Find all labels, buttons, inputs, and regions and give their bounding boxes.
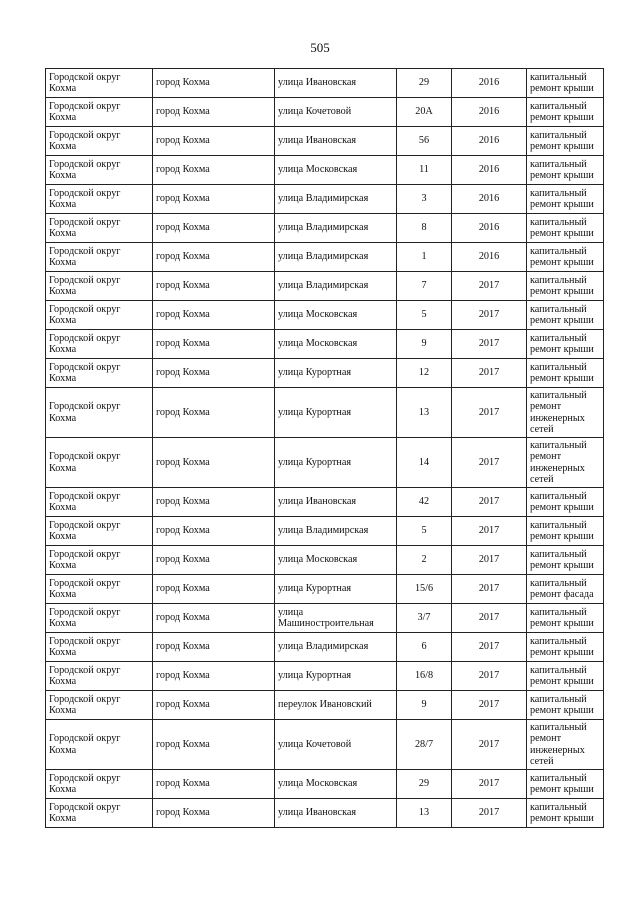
- cell-district: Городской округ Кохма: [46, 546, 153, 575]
- cell-street: улица Владимирская: [275, 633, 397, 662]
- cell-house-number: 9: [397, 691, 452, 720]
- cell-city: город Кохма: [153, 272, 275, 301]
- cell-house-number: 14: [397, 438, 452, 488]
- cell-street: улица Курортная: [275, 359, 397, 388]
- cell-street: улица Ивановская: [275, 127, 397, 156]
- cell-work-type: капитальный ремонт инженерных сетей: [527, 388, 604, 438]
- cell-street: улица Ивановская: [275, 488, 397, 517]
- cell-house-number: 56: [397, 127, 452, 156]
- cell-work-type: капитальный ремонт крыши: [527, 359, 604, 388]
- table-row: [46, 301, 604, 330]
- cell-city: город Кохма: [153, 243, 275, 272]
- cell-city: город Кохма: [153, 156, 275, 185]
- table-row: [46, 799, 604, 828]
- page-number: 505: [310, 40, 330, 55]
- cell-work-type: капитальный ремонт крыши: [527, 662, 604, 691]
- cell-house-number: 12: [397, 359, 452, 388]
- cell-street: улица Курортная: [275, 575, 397, 604]
- cell-year: 2017: [452, 662, 527, 691]
- cell-district: Городской округ Кохма: [46, 691, 153, 720]
- cell-street: улица Машиностроительная: [275, 604, 397, 633]
- cell-city: город Кохма: [153, 69, 275, 98]
- table-row: [46, 691, 604, 720]
- table-row: [46, 388, 604, 438]
- cell-work-type: капитальный ремонт крыши: [527, 770, 604, 799]
- cell-work-type: капитальный ремонт крыши: [527, 799, 604, 828]
- cell-work-type: капитальный ремонт крыши: [527, 691, 604, 720]
- cell-street: улица Кочетовой: [275, 98, 397, 127]
- cell-work-type: капитальный ремонт крыши: [527, 272, 604, 301]
- cell-district: Городской округ Кохма: [46, 156, 153, 185]
- cell-year: 2016: [452, 156, 527, 185]
- cell-street: улица Московская: [275, 330, 397, 359]
- cell-work-type: капитальный ремонт инженерных сетей: [527, 438, 604, 488]
- cell-street: улица Курортная: [275, 438, 397, 488]
- cell-year: 2017: [452, 359, 527, 388]
- cell-street: улица Ивановская: [275, 69, 397, 98]
- cell-year: 2017: [452, 799, 527, 828]
- cell-work-type: капитальный ремонт фасада: [527, 575, 604, 604]
- cell-street: переулок Ивановский: [275, 691, 397, 720]
- table-row: [46, 720, 604, 770]
- table-row: [46, 330, 604, 359]
- cell-year: 2017: [452, 438, 527, 488]
- cell-street: улица Ивановская: [275, 799, 397, 828]
- cell-city: город Кохма: [153, 691, 275, 720]
- cell-city: город Кохма: [153, 127, 275, 156]
- cell-district: Городской округ Кохма: [46, 98, 153, 127]
- cell-house-number: 7: [397, 272, 452, 301]
- table-row: [46, 633, 604, 662]
- cell-year: 2016: [452, 185, 527, 214]
- cell-city: город Кохма: [153, 438, 275, 488]
- table-row: [46, 575, 604, 604]
- cell-district: Городской округ Кохма: [46, 243, 153, 272]
- cell-year: 2017: [452, 770, 527, 799]
- cell-district: Городской округ Кохма: [46, 720, 153, 770]
- cell-house-number: 16/8: [397, 662, 452, 691]
- cell-district: Городской округ Кохма: [46, 438, 153, 488]
- cell-work-type: капитальный ремонт крыши: [527, 243, 604, 272]
- cell-work-type: капитальный ремонт крыши: [527, 156, 604, 185]
- cell-year: 2017: [452, 720, 527, 770]
- cell-district: Городской округ Кохма: [46, 604, 153, 633]
- cell-street: улица Владимирская: [275, 272, 397, 301]
- cell-street: улица Курортная: [275, 388, 397, 438]
- cell-city: город Кохма: [153, 185, 275, 214]
- cell-work-type: капитальный ремонт крыши: [527, 330, 604, 359]
- cell-city: город Кохма: [153, 359, 275, 388]
- cell-district: Городской округ Кохма: [46, 488, 153, 517]
- table-row: [46, 185, 604, 214]
- table-row: [46, 770, 604, 799]
- cell-year: 2017: [452, 546, 527, 575]
- table-row: [46, 488, 604, 517]
- table-body: [46, 69, 604, 828]
- cell-district: Городской округ Кохма: [46, 272, 153, 301]
- table-row: [46, 517, 604, 546]
- cell-street: улица Владимирская: [275, 214, 397, 243]
- table-row: [46, 359, 604, 388]
- cell-district: Городской округ Кохма: [46, 388, 153, 438]
- cell-year: 2017: [452, 517, 527, 546]
- cell-work-type: капитальный ремонт крыши: [527, 604, 604, 633]
- cell-city: город Кохма: [153, 770, 275, 799]
- cell-house-number: 20А: [397, 98, 452, 127]
- cell-street: улица Владимирская: [275, 185, 397, 214]
- cell-district: Городской округ Кохма: [46, 330, 153, 359]
- cell-work-type: капитальный ремонт крыши: [527, 214, 604, 243]
- cell-work-type: капитальный ремонт крыши: [527, 633, 604, 662]
- cell-year: 2017: [452, 691, 527, 720]
- cell-year: 2016: [452, 69, 527, 98]
- cell-house-number: 5: [397, 517, 452, 546]
- cell-work-type: капитальный ремонт крыши: [527, 127, 604, 156]
- cell-street: улица Владимирская: [275, 517, 397, 546]
- cell-street: улица Московская: [275, 301, 397, 330]
- cell-house-number: 6: [397, 633, 452, 662]
- cell-street: улица Кочетовой: [275, 720, 397, 770]
- cell-year: 2017: [452, 575, 527, 604]
- cell-city: город Кохма: [153, 575, 275, 604]
- cell-city: город Кохма: [153, 330, 275, 359]
- cell-work-type: капитальный ремонт крыши: [527, 185, 604, 214]
- table-row: [46, 127, 604, 156]
- cell-city: город Кохма: [153, 799, 275, 828]
- buildings-table: [45, 68, 604, 828]
- table-row: [46, 272, 604, 301]
- cell-street: улица Московская: [275, 546, 397, 575]
- cell-district: Городской округ Кохма: [46, 517, 153, 546]
- cell-year: 2017: [452, 633, 527, 662]
- cell-house-number: 8: [397, 214, 452, 243]
- cell-year: 2017: [452, 604, 527, 633]
- cell-year: 2016: [452, 214, 527, 243]
- cell-house-number: 1: [397, 243, 452, 272]
- cell-year: 2017: [452, 301, 527, 330]
- cell-district: Городской округ Кохма: [46, 185, 153, 214]
- cell-street: улица Курортная: [275, 662, 397, 691]
- cell-work-type: капитальный ремонт крыши: [527, 301, 604, 330]
- cell-street: улица Московская: [275, 770, 397, 799]
- table-row: [46, 156, 604, 185]
- cell-work-type: капитальный ремонт крыши: [527, 517, 604, 546]
- table-row: [46, 243, 604, 272]
- cell-year: 2017: [452, 488, 527, 517]
- cell-work-type: капитальный ремонт инженерных сетей: [527, 720, 604, 770]
- cell-city: город Кохма: [153, 488, 275, 517]
- cell-district: Городской округ Кохма: [46, 575, 153, 604]
- cell-house-number: 3/7: [397, 604, 452, 633]
- cell-year: 2016: [452, 243, 527, 272]
- cell-year: 2017: [452, 388, 527, 438]
- cell-city: город Кохма: [153, 517, 275, 546]
- cell-house-number: 11: [397, 156, 452, 185]
- table-row: [46, 604, 604, 633]
- cell-city: город Кохма: [153, 720, 275, 770]
- cell-city: город Кохма: [153, 301, 275, 330]
- cell-house-number: 2: [397, 546, 452, 575]
- cell-street: улица Московская: [275, 156, 397, 185]
- table-row: [46, 214, 604, 243]
- cell-city: город Кохма: [153, 604, 275, 633]
- cell-district: Городской округ Кохма: [46, 69, 153, 98]
- cell-city: город Кохма: [153, 98, 275, 127]
- cell-house-number: 3: [397, 185, 452, 214]
- cell-city: город Кохма: [153, 633, 275, 662]
- cell-house-number: 15/6: [397, 575, 452, 604]
- cell-house-number: 42: [397, 488, 452, 517]
- cell-district: Городской округ Кохма: [46, 127, 153, 156]
- cell-district: Городской округ Кохма: [46, 662, 153, 691]
- cell-street: улица Владимирская: [275, 243, 397, 272]
- cell-house-number: 13: [397, 799, 452, 828]
- cell-city: город Кохма: [153, 388, 275, 438]
- cell-district: Городской округ Кохма: [46, 799, 153, 828]
- cell-work-type: капитальный ремонт крыши: [527, 98, 604, 127]
- cell-house-number: 29: [397, 770, 452, 799]
- cell-house-number: 9: [397, 330, 452, 359]
- cell-city: город Кохма: [153, 214, 275, 243]
- cell-year: 2016: [452, 98, 527, 127]
- cell-house-number: 13: [397, 388, 452, 438]
- cell-district: Городской округ Кохма: [46, 359, 153, 388]
- cell-district: Городской округ Кохма: [46, 214, 153, 243]
- cell-district: Городской округ Кохма: [46, 301, 153, 330]
- cell-year: 2017: [452, 330, 527, 359]
- cell-house-number: 28/7: [397, 720, 452, 770]
- cell-work-type: капитальный ремонт крыши: [527, 546, 604, 575]
- cell-city: город Кохма: [153, 662, 275, 691]
- cell-city: город Кохма: [153, 546, 275, 575]
- cell-house-number: 5: [397, 301, 452, 330]
- cell-district: Городской округ Кохма: [46, 770, 153, 799]
- cell-district: Городской округ Кохма: [46, 633, 153, 662]
- table-row: [46, 546, 604, 575]
- cell-house-number: 29: [397, 69, 452, 98]
- table-row: [46, 98, 604, 127]
- cell-work-type: капитальный ремонт крыши: [527, 488, 604, 517]
- table-row: [46, 662, 604, 691]
- cell-work-type: капитальный ремонт крыши: [527, 69, 604, 98]
- cell-year: 2016: [452, 127, 527, 156]
- cell-year: 2017: [452, 272, 527, 301]
- table-row: [46, 69, 604, 98]
- table-row: [46, 438, 604, 488]
